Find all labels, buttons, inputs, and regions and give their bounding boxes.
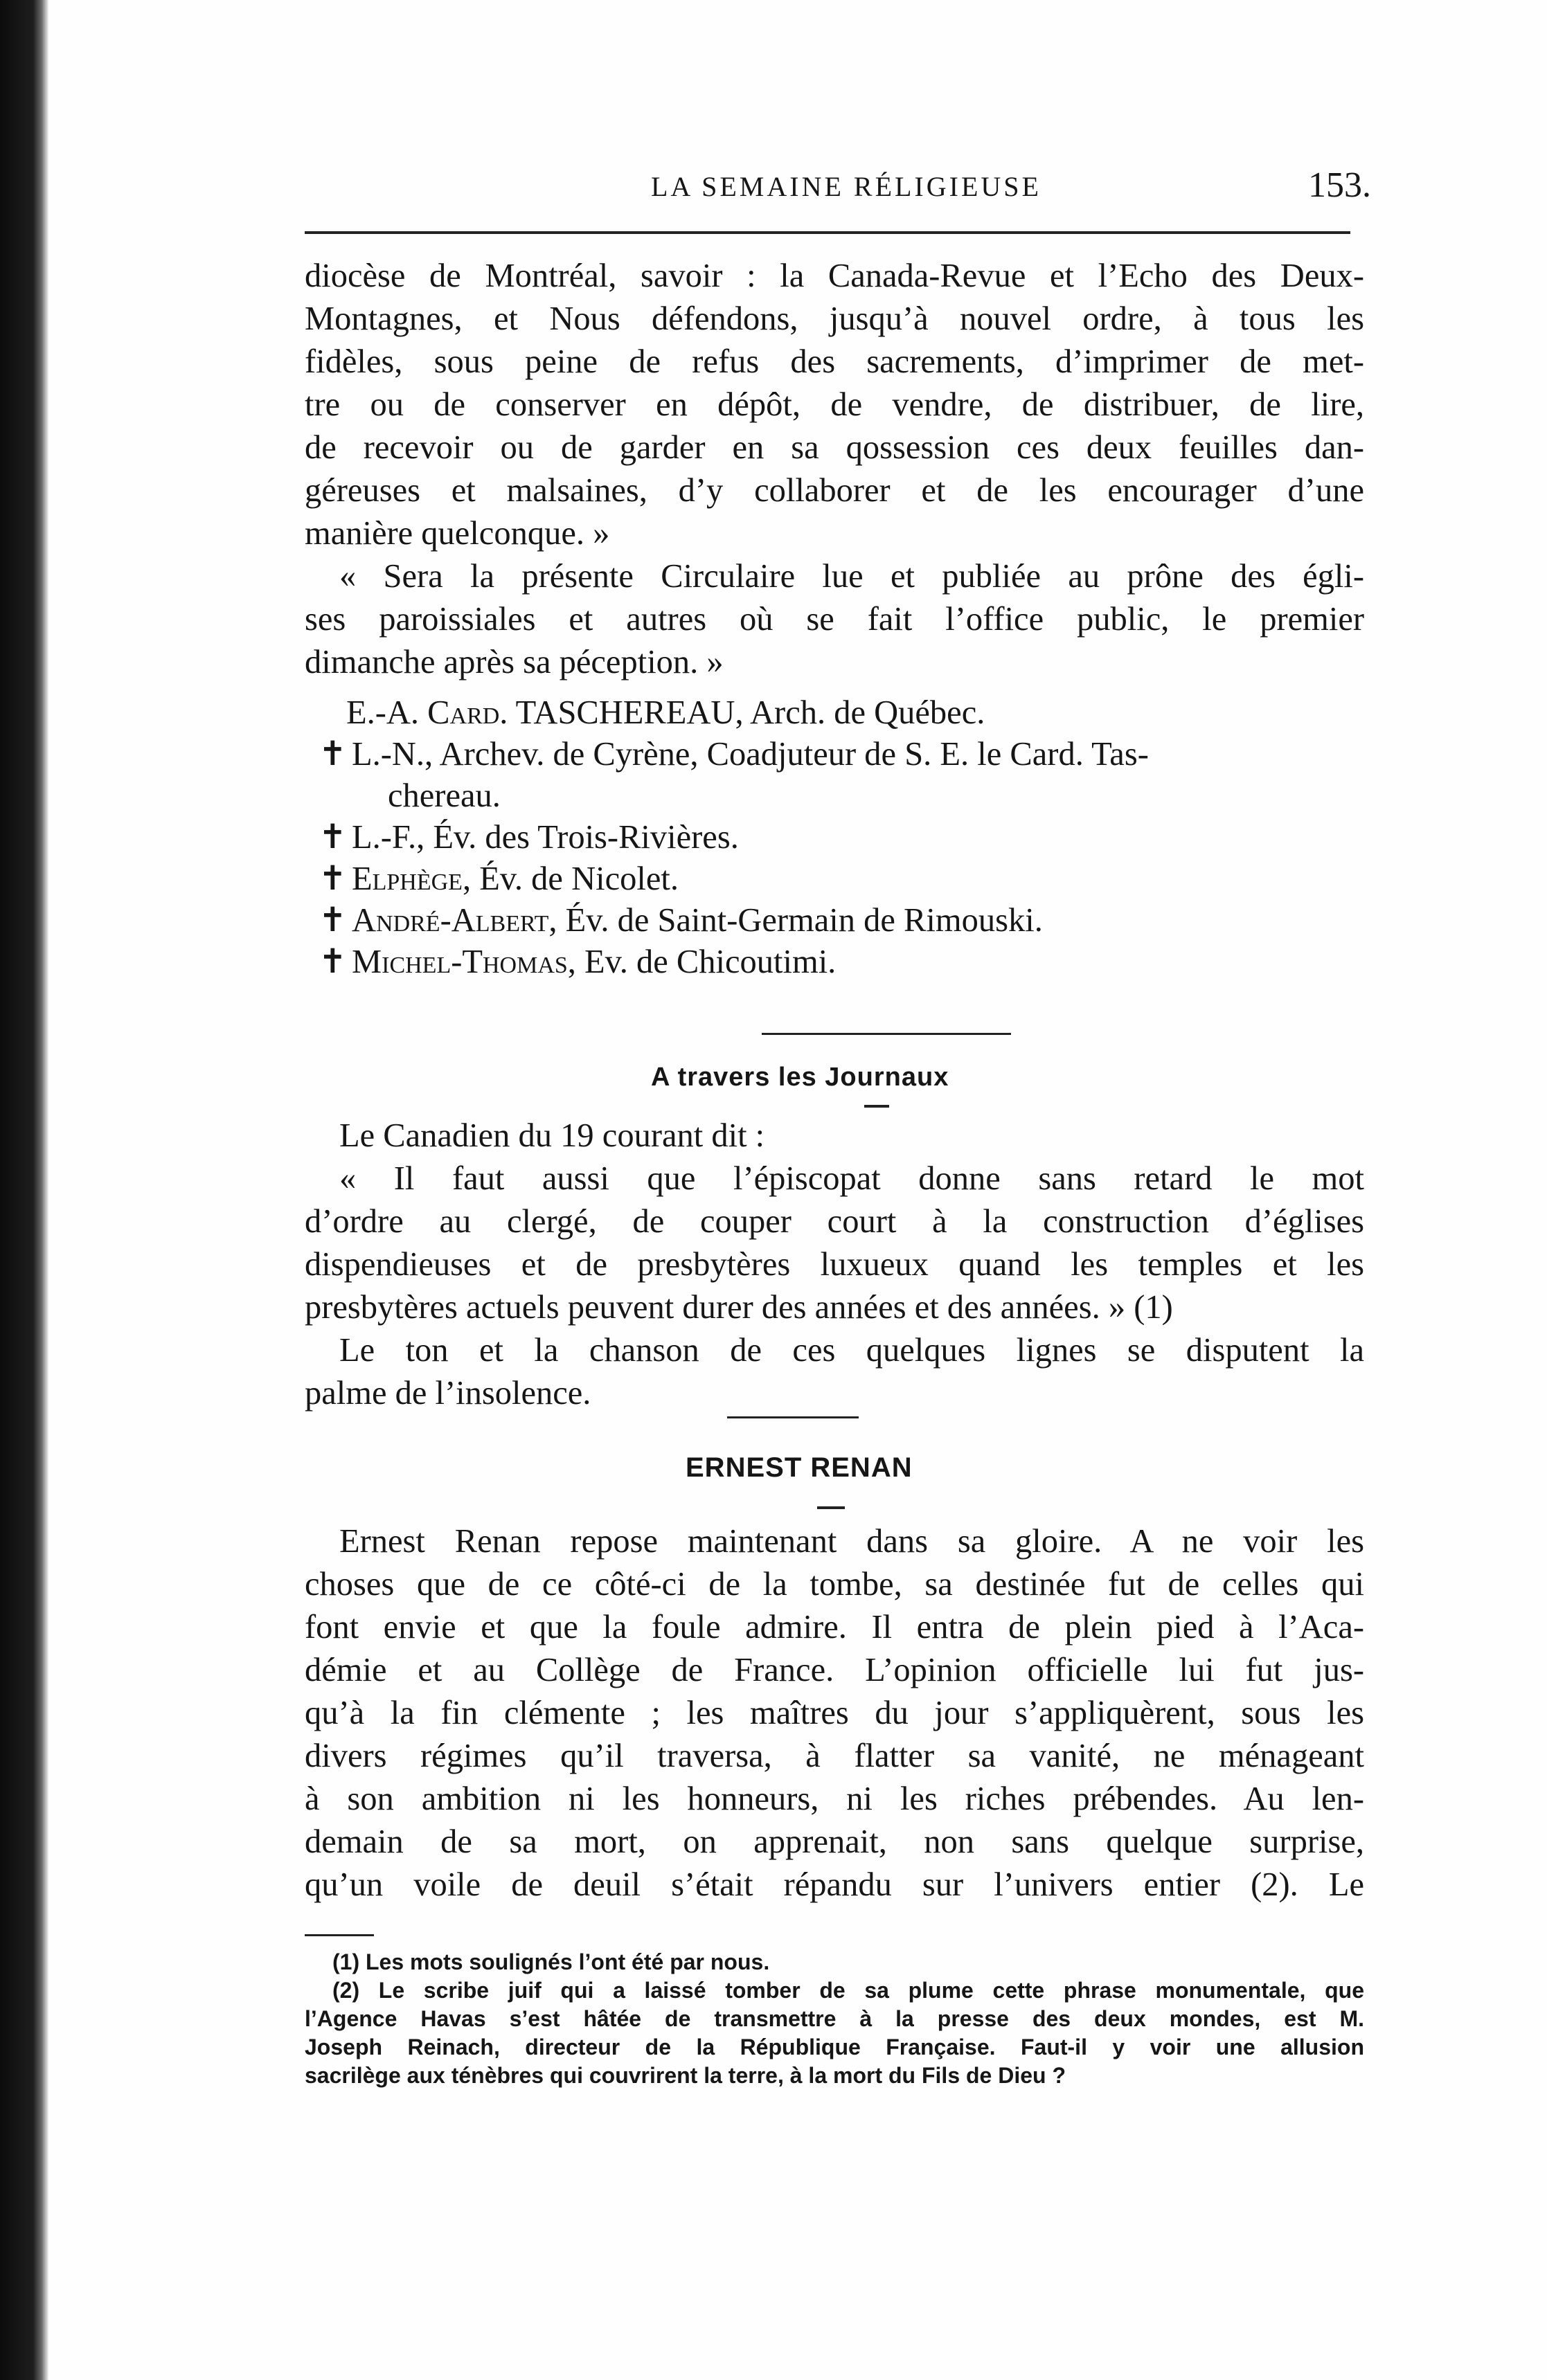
text-line: demain de sa mort, on apprenait, non sans quelque surprise, bbox=[305, 1823, 1364, 1860]
footnote-1: (1) Les mots soulignés l’ont été par nous. bbox=[332, 1949, 770, 1974]
signature-line bbox=[319, 734, 1371, 775]
footnote-2-line: sacrilège aux ténèbres qui couvrirent la terre, à la mort du Fils de Dieu ? bbox=[305, 2063, 1066, 2088]
heading-dash bbox=[817, 1506, 845, 1509]
episcopal-cross-icon: ✝ bbox=[319, 944, 347, 980]
text-line: qu’à la fin clémente ; les maîtres du jour s’appliquèrent, sous les bbox=[305, 1695, 1364, 1731]
text-line: qu’un voile de deuil s’était répandu sur l’univers entier (2). Le bbox=[305, 1866, 1364, 1903]
signature-line bbox=[319, 817, 1371, 858]
text-line: « Sera la présente Circulaire lue et publiée au prône des égli- bbox=[339, 558, 1364, 595]
text-line: Le ton et la chanson de ces quelques lignes se disputent la bbox=[339, 1332, 1364, 1369]
text-line: géreuses et malsaines, d’y collaborer et de les encourager d’une bbox=[305, 472, 1364, 509]
episcopal-cross-icon: ✝ bbox=[319, 902, 347, 939]
text-line: manière quelconque. » bbox=[305, 515, 610, 552]
footnote-rule bbox=[305, 1934, 374, 1936]
signatures-block bbox=[319, 692, 1371, 983]
signature-line bbox=[319, 692, 1371, 734]
section-renan-text bbox=[305, 1520, 1364, 1906]
signature-line bbox=[319, 858, 1371, 900]
text-line: tre ou de conserver en dépôt, de vendre, de distribuer, de lire, bbox=[305, 386, 1364, 423]
section-journaux-text bbox=[305, 1115, 1364, 1415]
text-line: fidèles, sous peine de refus des sacrements, d’imprimer de met- bbox=[305, 343, 1364, 380]
binding-shadow bbox=[0, 0, 48, 2380]
signature-line bbox=[319, 900, 1371, 941]
signature-line bbox=[319, 775, 1371, 817]
section-divider bbox=[762, 1033, 1011, 1035]
text-line: à son ambition ni les honneurs, ni les riches prébendes. Au len- bbox=[305, 1781, 1364, 1817]
signature-title: chereau. bbox=[388, 777, 501, 814]
signature-title: L.-N., Archev. de Cyrène, Coadjuteur de S. E. le Card. Tas- bbox=[352, 736, 1149, 773]
section-heading-journaux: A travers les Journaux bbox=[651, 1063, 949, 1092]
text-line: de recevoir ou de garder en sa qossession ces deux feuilles dan- bbox=[305, 429, 1364, 466]
text-line: palme de l’insolence. bbox=[305, 1375, 591, 1412]
signature-name: E.-A. Card. bbox=[346, 694, 508, 731]
running-head-title: LA SEMAINE RÉLIGIEUSE bbox=[651, 171, 1041, 202]
footnote-2-line: (2) Le scribe juif qui a laissé tomber de sa plume cette phrase monumentale, que bbox=[332, 1978, 1364, 2003]
running-head bbox=[305, 165, 1371, 212]
paragraph-circulaire bbox=[305, 555, 1364, 684]
text-line: d’ordre au clergé, de couper court à la construction d’églises bbox=[305, 1203, 1364, 1240]
episcopal-cross-icon: ✝ bbox=[319, 860, 347, 897]
signature-name: Michel-Thomas, bbox=[352, 944, 576, 980]
text-line: presbytères actuels peuvent durer des années et des années. » (1) bbox=[305, 1289, 1173, 1326]
footnote-2-line: Joseph Reinach, directeur de la République Française. Faut-il y voir une allusion bbox=[305, 2035, 1364, 2059]
text-line: dimanche après sa péception. » bbox=[305, 644, 724, 680]
text-line: choses que de ce côté-ci de la tombe, sa destinée fut de celles qui bbox=[305, 1566, 1364, 1603]
text-line: dispendieuses et de presbytères luxueux quand les temples et les bbox=[305, 1246, 1364, 1283]
text-line: démie et au Collège de France. L’opinion officielle lui fut jus- bbox=[305, 1652, 1364, 1688]
episcopal-cross-icon: ✝ bbox=[319, 736, 347, 773]
paragraph-mandement-end bbox=[305, 255, 1364, 555]
text-line: diocèse de Montréal, savoir : la Canada-Revue et l’Echo des Deux- bbox=[305, 258, 1364, 294]
text-line: Ernest Renan repose maintenant dans sa gloire. A ne voir les bbox=[339, 1523, 1364, 1560]
signature-title: Év. de Nicolet. bbox=[471, 860, 679, 897]
text-line: Le Canadien du 19 courant dit : bbox=[339, 1117, 765, 1154]
footnote-2-line: l’Agence Havas s’est hâtée de transmettre à la presse des deux mondes, est M. bbox=[305, 2006, 1364, 2031]
footnotes bbox=[305, 1948, 1364, 2090]
text-line: font envie et que la foule admire. Il entra de plein pied à l’Aca- bbox=[305, 1609, 1364, 1646]
signature-name: André-Albert, bbox=[352, 902, 557, 939]
signature-title: Ev. de Chicoutimi. bbox=[575, 944, 837, 980]
signature-name: Elphège, bbox=[352, 860, 472, 897]
section-heading-renan: ERNEST RENAN bbox=[686, 1452, 913, 1483]
signature-title: L.-F., Év. des Trois-Rivières. bbox=[352, 819, 739, 856]
signature-title: TASCHEREAU, Arch. de Québec. bbox=[508, 694, 985, 731]
text-line: ses paroissiales et autres où se fait l’office public, le premier bbox=[305, 601, 1364, 638]
episcopal-cross-icon: ✝ bbox=[319, 819, 347, 856]
section-divider bbox=[727, 1416, 859, 1418]
header-rule bbox=[305, 231, 1350, 234]
page-number: 153. bbox=[1308, 165, 1371, 205]
text-line: divers régimes qu’il traversa, à flatter sa vanité, ne ménageant bbox=[305, 1738, 1364, 1774]
signature-title: Év. de Saint-Germain de Rimouski. bbox=[557, 902, 1043, 939]
heading-dash bbox=[864, 1105, 889, 1108]
signature-line bbox=[319, 941, 1371, 983]
text-line: Montagnes, et Nous défendons, jusqu’à nouvel ordre, à tous les bbox=[305, 300, 1364, 337]
text-line: « Il faut aussi que l’épiscopat donne sans retard le mot bbox=[339, 1160, 1364, 1197]
